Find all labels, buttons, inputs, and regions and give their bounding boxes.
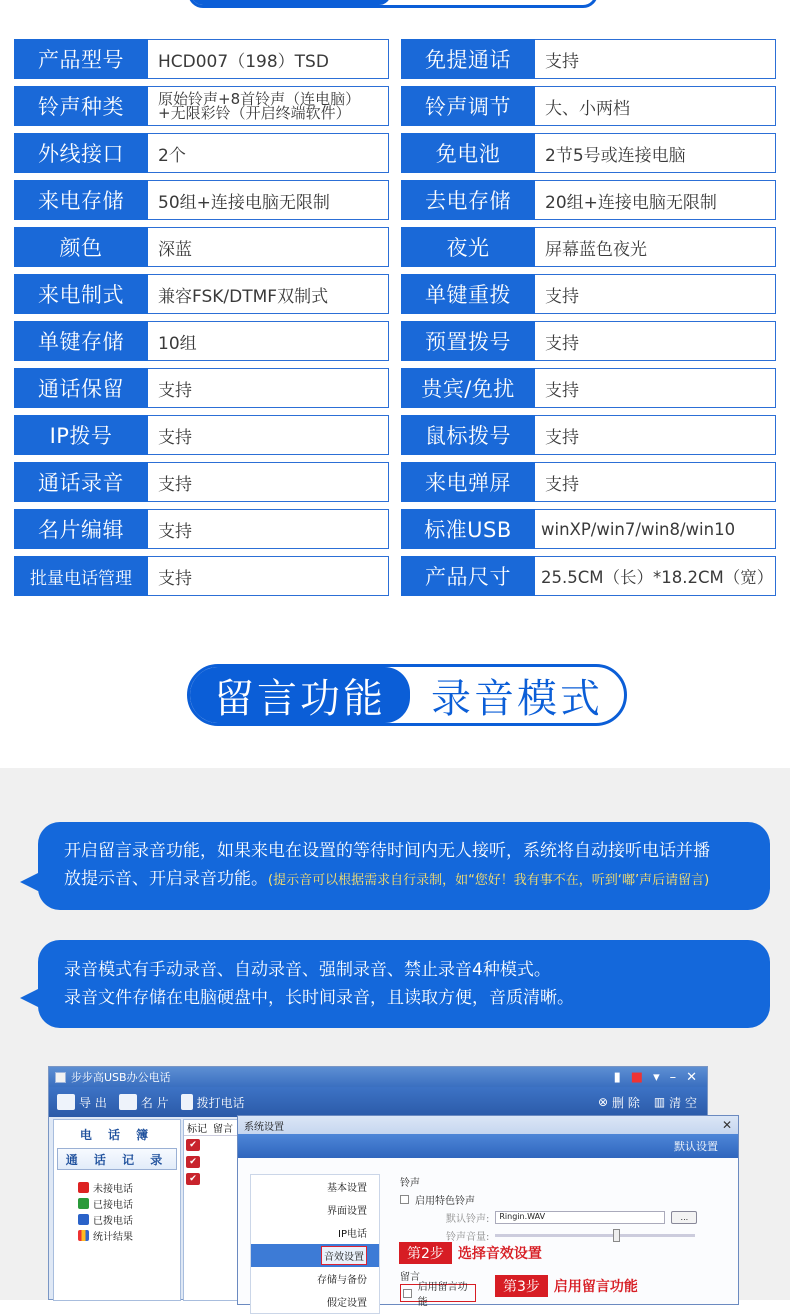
spec-value: 支持 bbox=[148, 462, 389, 502]
spec-value: 支持 bbox=[535, 39, 776, 79]
spec-value: 屏幕蓝色夜光 bbox=[535, 227, 776, 267]
stats-icon bbox=[78, 1230, 89, 1241]
spec-row-right bbox=[401, 274, 776, 314]
spec-row-left bbox=[14, 556, 389, 596]
spec-label: 预置拨号 bbox=[401, 321, 535, 361]
spec-label: 标准USB bbox=[401, 509, 535, 549]
dialog-titlebar bbox=[238, 1116, 738, 1134]
spec-label: 名片编辑 bbox=[14, 509, 148, 549]
spec-row-right bbox=[401, 133, 776, 173]
spec-row-left bbox=[14, 39, 389, 79]
menu-item-label: 存储与备份 bbox=[317, 1275, 367, 1286]
spec-value: HCD007（198）TSD bbox=[148, 39, 389, 79]
slider-knob[interactable] bbox=[613, 1229, 620, 1242]
special-ringtone-label: 启用特色铃声 bbox=[415, 1195, 475, 1207]
sidebar-item-missed[interactable] bbox=[54, 1179, 180, 1195]
spec-label: 产品尺寸 bbox=[401, 556, 535, 596]
browse-button[interactable]: ... bbox=[671, 1211, 697, 1224]
spec-value: 2个 bbox=[148, 133, 389, 173]
spec-value: 支持 bbox=[535, 274, 776, 314]
spec-row-right bbox=[401, 556, 776, 596]
bubble2-text-line2: 录音文件存储在电脑硬盘中，长时间录音，且读取方便，音质清晰。 bbox=[64, 988, 574, 1008]
table-row[interactable] bbox=[184, 1153, 242, 1170]
spec-value: 20组+连接电脑无限制 bbox=[535, 180, 776, 220]
sidebar-item-label: 已拨电话 bbox=[93, 1215, 133, 1227]
spec-row-right bbox=[401, 368, 776, 408]
spec-row-right bbox=[401, 415, 776, 455]
spec-value-line: +无限彩铃（开启终端软件） bbox=[158, 104, 351, 122]
menu-item-label: 音效设置 bbox=[321, 1246, 367, 1265]
mark-icon: ✔ bbox=[186, 1156, 200, 1168]
step2-desc: 选择音效设置 bbox=[457, 1246, 542, 1262]
dialog-close-icon[interactable]: ✕ bbox=[721, 1118, 732, 1132]
spec-value bbox=[148, 86, 389, 126]
spec-row-right bbox=[401, 180, 776, 220]
clear-button[interactable] bbox=[654, 1094, 697, 1111]
sidebar-item-received[interactable] bbox=[54, 1195, 180, 1211]
delete-icon: ⊗ bbox=[597, 1095, 608, 1109]
spec-row-right bbox=[401, 39, 776, 79]
grid-header-message: 留言 bbox=[213, 1124, 233, 1135]
app-toolbar bbox=[49, 1087, 707, 1117]
menu-item-storage[interactable] bbox=[251, 1267, 379, 1290]
spec-label: 去电存储 bbox=[401, 180, 535, 220]
dial-label: 拨打电话 bbox=[196, 1095, 245, 1110]
dialog-title: 系统设置 bbox=[244, 1121, 284, 1133]
menu-item-label: 假定设置 bbox=[327, 1298, 367, 1309]
spec-value: winXP/win7/win8/win10 bbox=[535, 509, 776, 549]
menu-item-basic[interactable] bbox=[251, 1175, 379, 1198]
app-window bbox=[48, 1066, 732, 1309]
sidebar-item-label: 统计结果 bbox=[93, 1231, 133, 1243]
bubble-text-line1: 开启留言录音功能，如果来电在设置的等待时间内无人接听，系统将自动接听电话并播 bbox=[64, 841, 710, 861]
bubble-text-line2: 放提示音、开启录音功能。 bbox=[64, 869, 268, 889]
app-titlebar bbox=[49, 1067, 707, 1087]
spec-label: 单键存储 bbox=[14, 321, 148, 361]
top-section-title-remnant bbox=[188, 0, 598, 8]
step3-desc: 启用留言功能 bbox=[553, 1279, 638, 1295]
received-call-icon bbox=[78, 1198, 89, 1209]
export-icon bbox=[57, 1094, 75, 1110]
app-title: 步步高USB办公电话 bbox=[71, 1071, 171, 1084]
spec-label: 铃声调节 bbox=[401, 86, 535, 126]
spec-label: 免电池 bbox=[401, 133, 535, 173]
section-title-left: 留言功能 bbox=[190, 667, 410, 723]
menu-item-ip[interactable] bbox=[251, 1221, 379, 1244]
export-button[interactable] bbox=[57, 1094, 107, 1111]
spec-value: 支持 bbox=[148, 368, 389, 408]
spec-label: 通话录音 bbox=[14, 462, 148, 502]
menu-item-label: 界面设置 bbox=[327, 1206, 367, 1217]
spec-row-left bbox=[14, 509, 389, 549]
card-label: 名 片 bbox=[140, 1095, 169, 1110]
delete-button[interactable] bbox=[598, 1094, 640, 1111]
spec-label: 鼠标拨号 bbox=[401, 415, 535, 455]
dial-button[interactable] bbox=[181, 1094, 245, 1111]
dialog-banner: 默认设置 bbox=[238, 1134, 738, 1158]
delete-label: 删 除 bbox=[612, 1095, 640, 1110]
sidebar-item-dialed[interactable] bbox=[54, 1211, 180, 1227]
feature-bubble-recording bbox=[38, 940, 770, 1028]
spec-row-left bbox=[14, 227, 389, 267]
spec-row-left bbox=[14, 133, 389, 173]
spec-label: 来电制式 bbox=[14, 274, 148, 314]
spec-label: 夜光 bbox=[401, 227, 535, 267]
mark-icon: ✔ bbox=[186, 1173, 200, 1185]
spec-row-left bbox=[14, 368, 389, 408]
trash-icon: ▥ bbox=[653, 1095, 666, 1109]
spec-label: 来电弹屏 bbox=[401, 462, 535, 502]
ringtone-section-title: 铃声 bbox=[400, 1177, 420, 1189]
spec-row-right bbox=[401, 509, 776, 549]
dialed-call-icon bbox=[78, 1214, 89, 1225]
spec-row-right bbox=[401, 86, 776, 126]
menu-item-ui[interactable] bbox=[251, 1198, 379, 1221]
special-ringtone-checkbox[interactable] bbox=[400, 1195, 409, 1204]
default-ringtone-label: 默认铃声: bbox=[446, 1213, 490, 1225]
lock-icon[interactable]: ■ bbox=[630, 1069, 644, 1085]
spec-value: 支持 bbox=[148, 509, 389, 549]
settings-dialog bbox=[237, 1115, 739, 1309]
menu-item-holiday[interactable] bbox=[251, 1290, 379, 1313]
export-label: 导 出 bbox=[79, 1095, 107, 1110]
spec-row-left bbox=[14, 462, 389, 502]
menu-item-sound[interactable] bbox=[251, 1244, 379, 1267]
spec-value: 支持 bbox=[535, 368, 776, 408]
spec-label: 铃声种类 bbox=[14, 86, 148, 126]
card-button[interactable] bbox=[119, 1094, 169, 1111]
enable-message-checkbox[interactable] bbox=[403, 1289, 412, 1298]
spec-row-left bbox=[14, 415, 389, 455]
menu-item-label: 基本设置 bbox=[327, 1183, 367, 1194]
spec-label: 来电存储 bbox=[14, 180, 148, 220]
spec-value: 50组+连接电脑无限制 bbox=[148, 180, 389, 220]
callout-step2 bbox=[399, 1242, 542, 1264]
app-icon bbox=[55, 1072, 66, 1083]
step2-badge: 第2步 bbox=[399, 1242, 452, 1264]
step3-badge: 第3步 bbox=[495, 1275, 548, 1297]
table-row[interactable] bbox=[184, 1136, 242, 1153]
spec-label: 批量电话管理 bbox=[14, 556, 148, 596]
close-icon[interactable]: ✕ bbox=[686, 1069, 697, 1085]
missed-call-icon bbox=[78, 1182, 89, 1193]
app-sidebar bbox=[53, 1119, 181, 1301]
callout-step3 bbox=[495, 1275, 638, 1297]
settings-menu bbox=[250, 1174, 380, 1314]
spec-value: 支持 bbox=[148, 415, 389, 455]
spec-value-line: 原始铃声+8首铃声（连电脑） bbox=[158, 90, 361, 108]
spec-label: 贵宾/免扰 bbox=[401, 368, 535, 408]
enable-message-label: 启用留言功能 bbox=[417, 1282, 468, 1308]
spec-row-left bbox=[14, 86, 389, 126]
phonebook-tab[interactable]: 电 话 簿 bbox=[57, 1123, 177, 1145]
spec-row-left bbox=[14, 321, 389, 361]
spec-row-left bbox=[14, 274, 389, 314]
section-title-pill bbox=[187, 664, 627, 726]
menu-item-label: IP电话 bbox=[338, 1229, 367, 1240]
spec-label: 颜色 bbox=[14, 227, 148, 267]
spec-label: 外线接口 bbox=[14, 133, 148, 173]
message-section-title: 留言 bbox=[400, 1271, 420, 1283]
clear-label: 清 空 bbox=[669, 1095, 697, 1110]
spec-label: 通话保留 bbox=[14, 368, 148, 408]
spec-value: 支持 bbox=[535, 415, 776, 455]
spec-row-left bbox=[14, 180, 389, 220]
call-grid bbox=[183, 1119, 243, 1301]
spec-row-right bbox=[401, 462, 776, 502]
dropdown-icon[interactable]: ▾ bbox=[653, 1069, 660, 1085]
spec-label: 免提通话 bbox=[401, 39, 535, 79]
default-ringtone-field[interactable]: Ringin.WAV bbox=[495, 1211, 665, 1224]
ring-volume-slider[interactable] bbox=[495, 1234, 695, 1237]
spec-value: 深蓝 bbox=[148, 227, 389, 267]
spec-value: 兼容FSK/DTMF双制式 bbox=[148, 274, 389, 314]
section-title-right: 录音模式 bbox=[431, 675, 603, 722]
pen-icon bbox=[181, 1094, 193, 1110]
card-icon bbox=[119, 1094, 137, 1110]
spec-label: IP拨号 bbox=[14, 415, 148, 455]
bubble2-text-line1: 录音模式有手动录音、自动录音、强制录音、禁止录音4种模式。 bbox=[64, 960, 551, 980]
spec-value: 支持 bbox=[148, 556, 389, 596]
bubble-note: (提示音可以根据需求自行录制，如“您好！我有事不在，听到‘嘟’声后请留言) bbox=[268, 873, 710, 888]
spec-value: 10组 bbox=[148, 321, 389, 361]
minimize-icon[interactable]: – bbox=[669, 1069, 677, 1085]
spec-value: 大、小两档 bbox=[535, 86, 776, 126]
spec-value: 2节5号或连接电脑 bbox=[535, 133, 776, 173]
sidebar-item-stats[interactable] bbox=[54, 1227, 180, 1243]
spec-value: 支持 bbox=[535, 321, 776, 361]
spec-value: 25.5CM（长）*18.2CM（宽） bbox=[535, 556, 776, 596]
sidebar-item-label: 未接电话 bbox=[93, 1183, 133, 1195]
call-log-tab[interactable]: 通 话 记 录 bbox=[57, 1148, 177, 1170]
spec-row-right bbox=[401, 227, 776, 267]
spec-value: 支持 bbox=[535, 462, 776, 502]
feature-bubble-message bbox=[38, 822, 770, 910]
grid-header-mark: 标记 bbox=[187, 1124, 207, 1135]
spec-row-right bbox=[401, 321, 776, 361]
table-row[interactable] bbox=[184, 1170, 242, 1187]
ring-volume-label: 铃声音量: bbox=[446, 1231, 490, 1243]
spec-label: 单键重拨 bbox=[401, 274, 535, 314]
spec-label: 产品型号 bbox=[14, 39, 148, 79]
sidebar-item-label: 已接电话 bbox=[93, 1199, 133, 1211]
mark-icon: ✔ bbox=[186, 1139, 200, 1151]
enable-message-row[interactable] bbox=[400, 1282, 476, 1308]
pin-icon[interactable]: ▮ bbox=[613, 1069, 621, 1085]
